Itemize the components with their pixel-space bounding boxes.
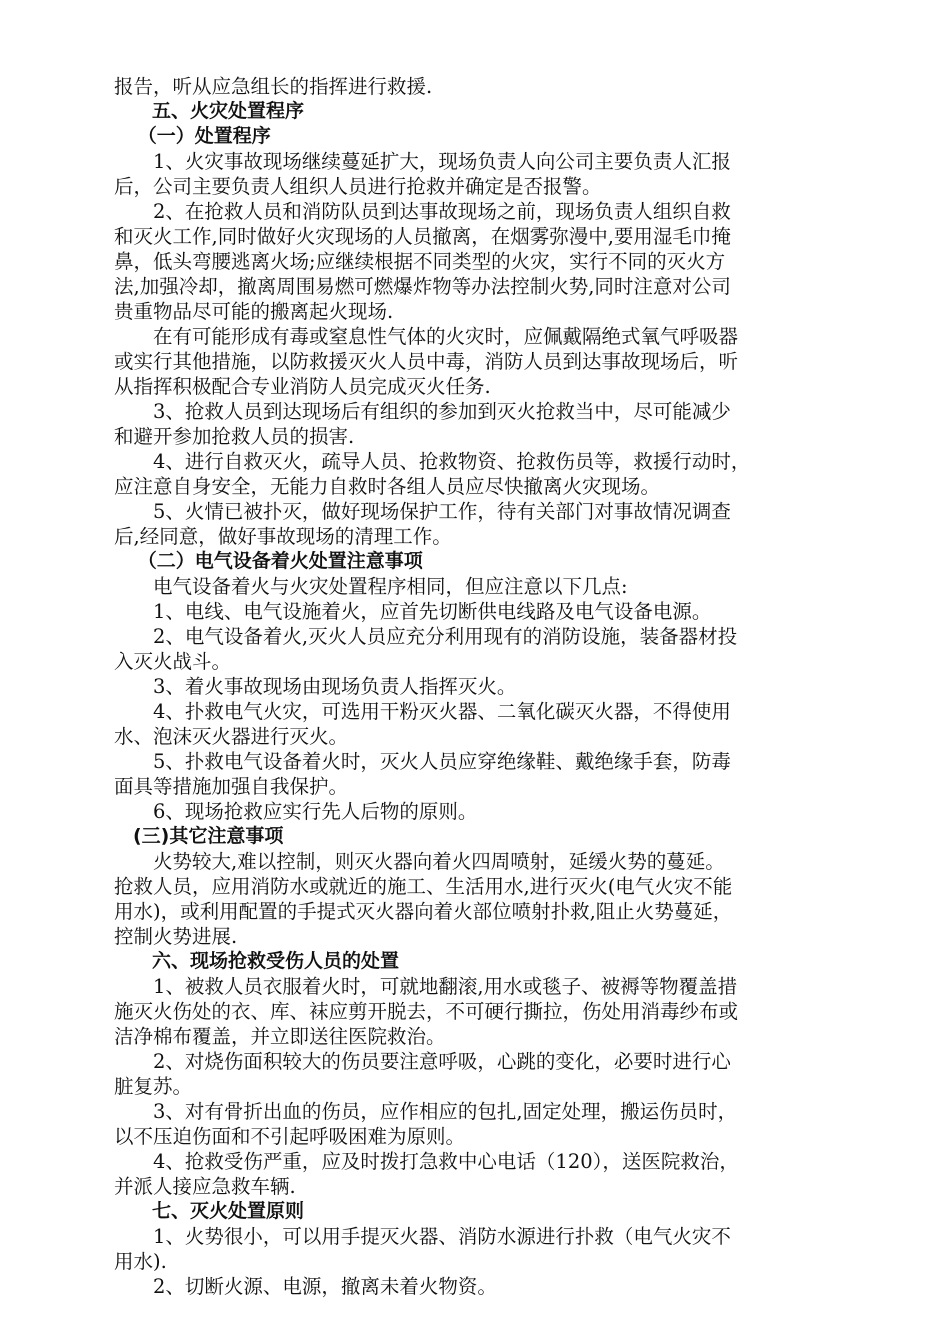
text-line: 和避开参加抢救人员的损害. [114, 425, 355, 448]
text-line: 贵重物品尽可能的搬离起火现场. [114, 300, 394, 323]
text-line: 以不压迫伤面和不引起呼吸困难为原则。 [114, 1125, 466, 1148]
text-line: 在有可能形成有毒或窒息性气体的火灾时，应佩戴隔绝式氧气呼吸器 [153, 325, 739, 348]
text-line: 用水). [114, 1250, 167, 1273]
text-line: 2、电气设备着火,灭火人员应充分利用现有的消防设施，装备器材投 [153, 625, 738, 648]
text-line: 2、在抢救人员和消防队员到达事故现场之前，现场负责人组织自救 [153, 200, 731, 223]
text-line: 5、扑救电气设备着火时，灭火人员应穿绝缘鞋、戴绝缘手套，防毒 [153, 750, 731, 773]
text-line: 用水)，或利用配置的手提式灭火器向着火部位喷射扑救,阻止火势蔓延， [114, 900, 733, 923]
text-line: 火势较大,难以控制，则灭火器向着火四周喷射，延缓火势的蔓延。 [153, 850, 725, 873]
text-line: 5、火情已被扑灭，做好现场保护工作，待有关部门对事故情况调查 [153, 500, 731, 523]
text-line: 4、进行自救灭火，疏导人员、抢救物资、抢救伤员等，救援行动时， [153, 450, 751, 473]
text-line: 抢救人员，应用消防水或就近的施工、生活用水,进行灭火(电气火灾不能 [114, 875, 733, 898]
text-line: 后，公司主要负责人组织人员进行抢救并确定是否报警。 [114, 175, 602, 198]
text-line: 1、电线、电气设施着火，应首先切断供电线路及电气设备电源。 [153, 600, 712, 623]
text-line: 鼻，低头弯腰逃离火场;应继续根据不同类型的火灾，实行不同的灭火方 [114, 250, 726, 273]
text-line: 1、被救人员衣服着火时，可就地翻滚,用水或毯子、被褥等物覆盖措 [153, 975, 738, 998]
text-line: 入灭火战斗。 [114, 650, 232, 673]
text-line: 3、着火事故现场由现场负责人指挥灭火。 [153, 675, 517, 698]
text-line: 电气设备着火与火灾处置程序相同，但应注意以下几点: [153, 575, 628, 598]
text-line: 1、火势很小，可以用手提灭火器、消防水源进行扑救（电气火灾不 [153, 1225, 731, 1248]
section-heading: 五、火灾处置程序 [152, 100, 305, 122]
text-line: 应注意自身安全，无能力自救时各组人员应尽快撤离火灾现场。 [114, 475, 661, 498]
text-line: 和灭火工作,同时做好火灾现场的人员撤离，在烟雾弥漫中,要用湿毛巾掩 [114, 225, 731, 248]
text-line: 法,加强冷却，撤离周围易燃可燃爆炸物等办法控制火势,同时注意对公司 [114, 275, 731, 298]
section-heading: 七、灭火处置原则 [152, 1200, 305, 1222]
section-heading: 六、现场抢救受伤人员的处置 [152, 950, 400, 972]
text-line: 报告，听从应急组长的指挥进行救援. [114, 75, 433, 98]
subsection-heading: (三)其它注意事项 [133, 825, 284, 847]
text-line: 4、扑救电气火灾，可选用干粉灭火器、二氧化碳灭火器，不得使用 [153, 700, 731, 723]
text-line: 后,经同意，做好事故现场的清理工作。 [114, 525, 452, 548]
text-line: 3、抢救人员到达现场后有组织的参加到灭火抢救当中，尽可能减少 [153, 400, 731, 423]
text-line: 面具等措施加强自我保护。 [114, 775, 349, 798]
text-line: 从指挥积极配合专业消防人员完成灭火任务. [114, 375, 491, 398]
text-line: 或实行其他措施，以防救援灭火人员中毒，消防人员到达事故现场后，听 [114, 350, 739, 373]
text-line: 控制火势进展. [114, 925, 238, 948]
text-line: 2、切断火源、电源，撤离未着火物资。 [153, 1275, 497, 1298]
subsection-heading: （一）处置程序 [137, 125, 271, 147]
text-line: 6、现场抢救应实行先人后物的原则。 [153, 800, 478, 823]
subsection-heading: （二）电气设备着火处置注意事项 [137, 550, 423, 572]
text-line: 2、对烧伤面积较大的伤员要注意呼吸，心跳的变化，必要时进行心 [153, 1050, 731, 1073]
document-body [114, 74, 834, 1299]
text-line: 洁净棉布覆盖，并立即送往医院救治。 [114, 1025, 446, 1048]
text-line: 3、对有骨折出血的伤员，应作相应的包扎,固定处理，搬运伤员时， [153, 1100, 738, 1123]
text-line: 脏复苏。 [114, 1075, 193, 1098]
text-line: 4、抢救受伤严重，应及时拨打急救中心电话（120），送医院救治， [153, 1150, 739, 1173]
text-line: 并派人接应急救车辆. [114, 1175, 296, 1198]
text-line: 水、泡沫灭火器进行灭火。 [114, 725, 349, 748]
text-line: 1、火灾事故现场继续蔓延扩大，现场负责人向公司主要负责人汇报 [153, 150, 731, 173]
text-line: 施灭火伤处的衣、库、袜应剪开脱去，不可硬行撕拉，伤处用消毒纱布或 [114, 1000, 739, 1023]
